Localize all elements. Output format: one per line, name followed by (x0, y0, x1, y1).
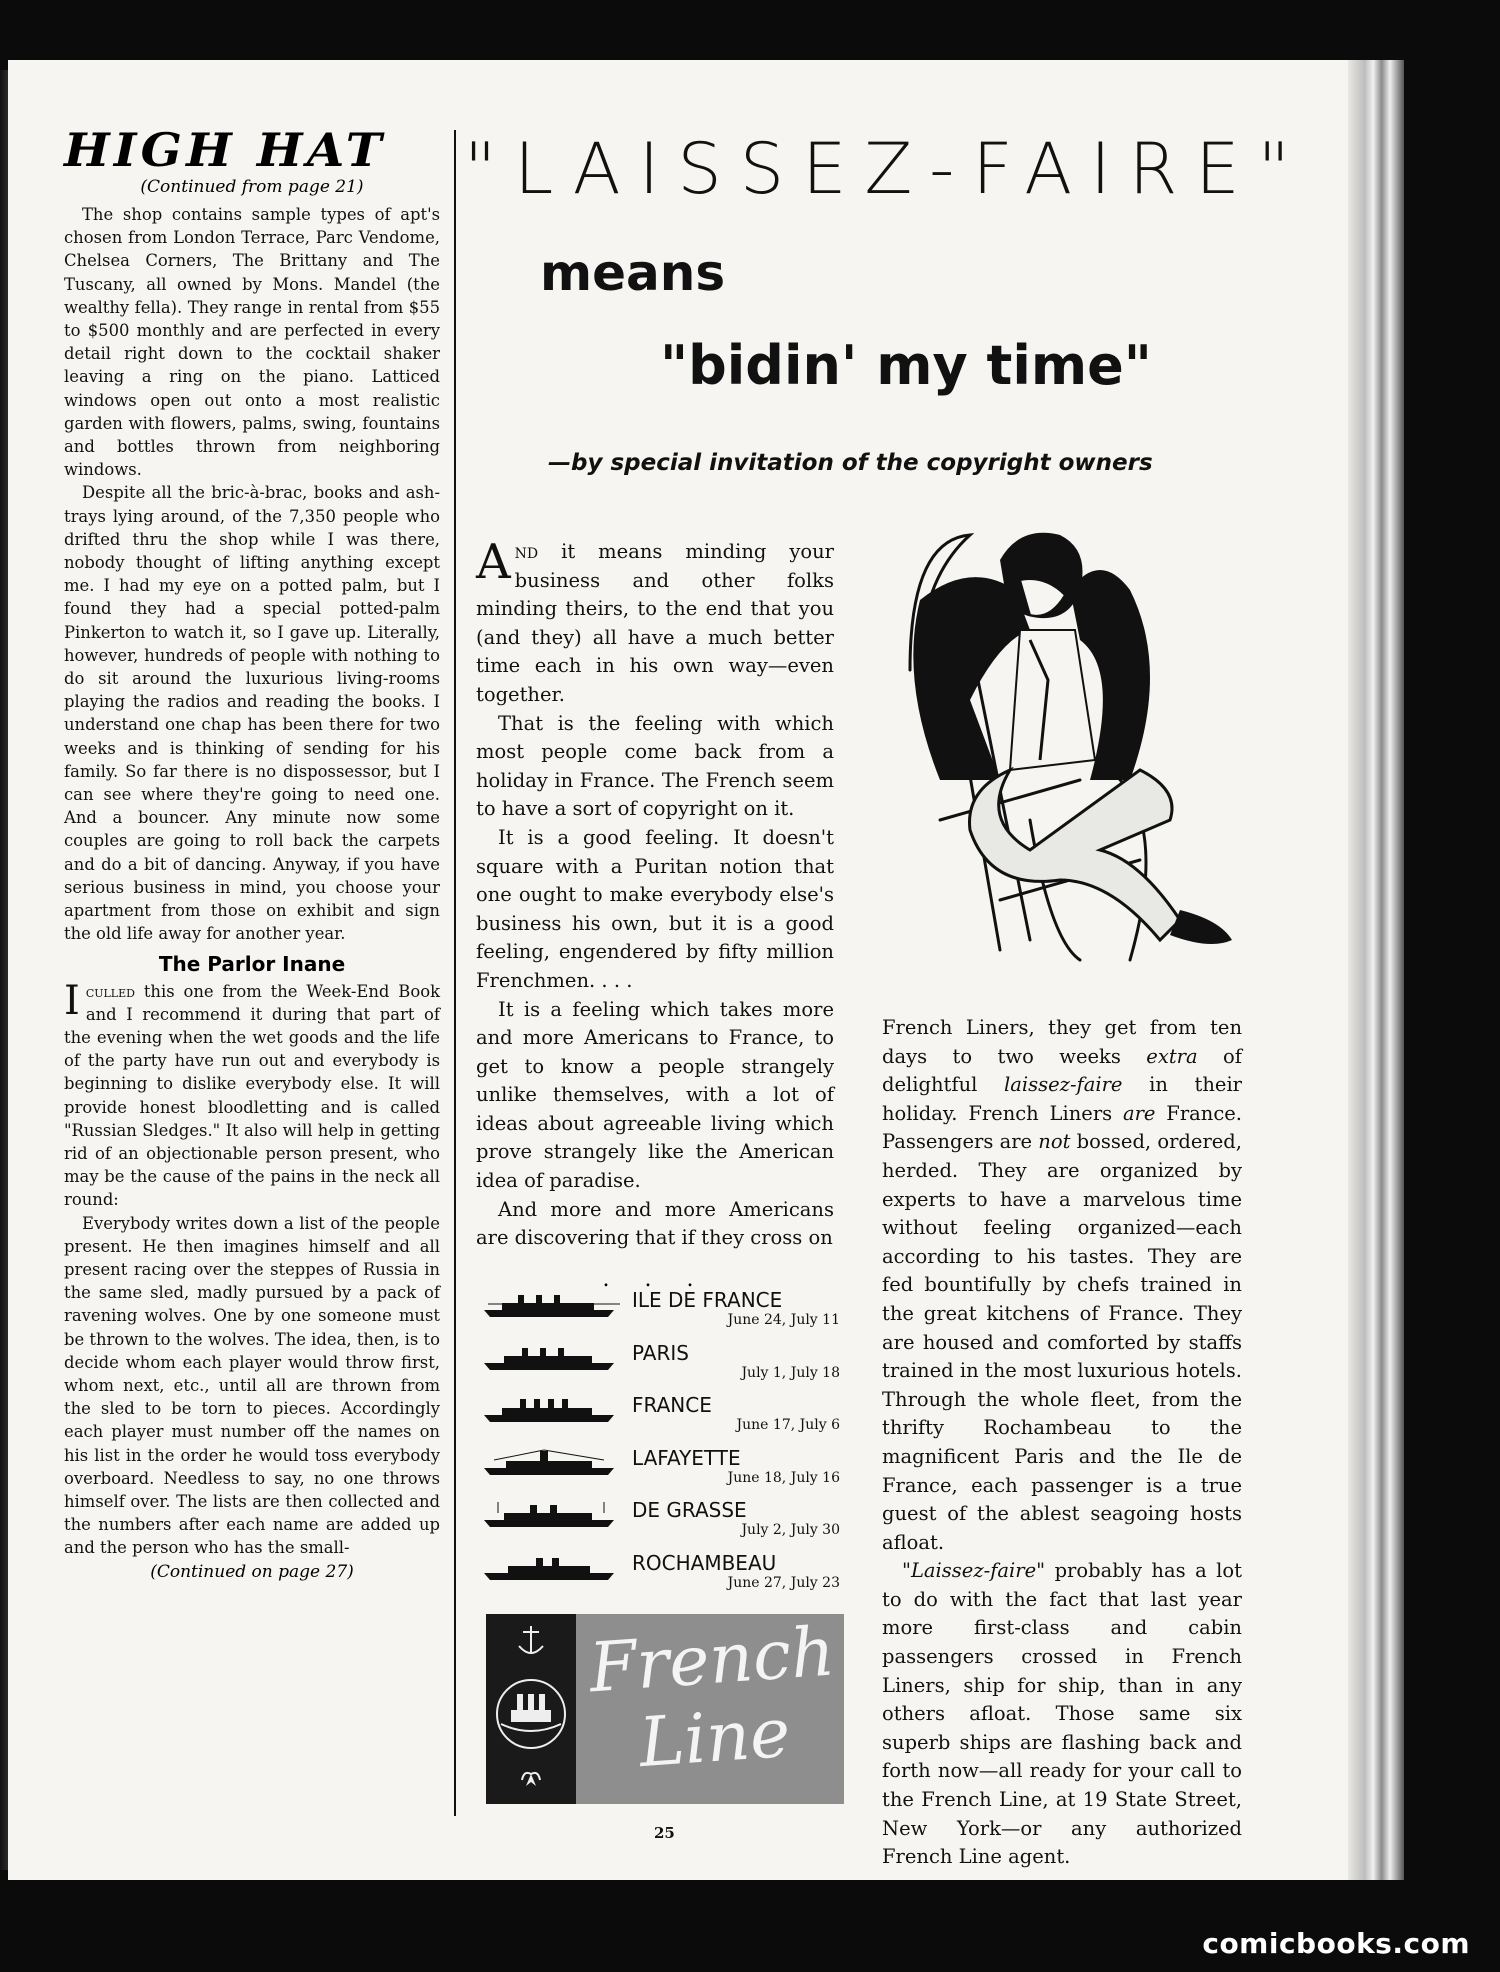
ship-entry (484, 1545, 844, 1598)
man-in-deck-chair-illustration (880, 520, 1240, 980)
ellipsis-divider: . . . (602, 1266, 708, 1292)
column-paragraph-2: Despite all the bric-à-brac, books and ash-trays lying around, of the 7,350 people who drifted thru the shop while I was there, nobody thought of lifting anything except me. I had my eye on a potted palm, but I found they had a special potted-palm Pinkerton to watch it, so I gave up. Literally, however, hundreds of people with nothing to do sit around the luxurious living-rooms playing the radios and reading the books. I understand one chap has been there for two weeks and is thinking of sending for his family. So far there is no dispossessor, but I can see where they're going to need one. And a bouncer. Any minute now some couples are going to roll back the carpets and do a bit of dancing. Anyway, if you have serious business in mind, you choose your apartment from those on exhibit and sign the old life away for another year. (64, 483, 440, 944)
ad-paragraph-3: It is a good feeling. It doesn't square with a Puritan notion that one ought to make everybody else's business his own, but it is a good feeling, engendered by fifty million Frenchmen. . . . (476, 825, 834, 992)
ad-right-paragraph-1 (882, 1014, 1242, 1557)
ship-entry (484, 1440, 844, 1493)
ad-body-column-right (882, 1014, 1242, 1872)
ad-right-text-b: of delightful (882, 1044, 1242, 1097)
ship-name: ROCHAMBEAU (632, 1550, 777, 1575)
ad-byline: —by special invitation of the copyright owners (548, 450, 1153, 476)
ship-dates: July 1, July 18 (741, 1364, 840, 1381)
ship-icon (484, 1343, 624, 1373)
emphasis-are: are (1122, 1101, 1156, 1125)
ad-subhead-means: means (540, 244, 726, 302)
ship-name: LAFAYETTE (632, 1445, 741, 1470)
emphasis-laissez-faire-quote: "Laissez-faire" (902, 1559, 1046, 1583)
ship-name: PARIS (632, 1340, 689, 1365)
ad-text-1: it means minding your business and other folks minding theirs, to the end that you (and they) all have a much better time each in his own way—even together. (476, 540, 834, 706)
ship-entry (484, 1387, 844, 1440)
ship-name: FRANCE (632, 1393, 712, 1417)
ship-dates: July 2, July 30 (741, 1522, 840, 1538)
logo-wordmark (587, 1614, 837, 1786)
ship-schedule (484, 1282, 844, 1597)
ad-subhead-bidin: "bidin' my time" (660, 334, 1152, 397)
emphasis-not: not (1038, 1130, 1071, 1154)
ad-paragraph-4: It is a feeling which takes more and more Americans to France, to get to know a people strangely unlike themselves, with a lot of ideas about agreeable living which prove strangely like the American idea of paradise. (476, 997, 834, 1193)
ad-right-text-a: French Liners, they get from ten days to two weeks (882, 1016, 1242, 1068)
ad-right-text-d: France. Passengers are (882, 1101, 1242, 1154)
ad-paragraph-5: And more and more Americans are discovering that if they cross on (476, 1197, 834, 1250)
ship-dates: June 27, July 23 (727, 1574, 840, 1591)
column-paragraph-1: The shop contains sample types of apt's chosen from London Terrace, Parc Vendome, Chelsea Corners, The Brittany and The Tuscany, all owned by Mons. Mandel (the wealthy fella). They range in rental from $55 to $500 monthly and are perfected in every detail right down to the cocktail shaker leaving a ring on the piano. Latticed windows open out onto a most realistic garden with flowers, palms, swing, fountains and bottles thrown from neighboring windows. (64, 205, 440, 480)
ship-entry (484, 1282, 844, 1335)
lead-in: nd (514, 540, 539, 563)
ship-icon (484, 1500, 624, 1530)
high-hat-column (64, 125, 440, 1582)
emphasis-extra: extra (1146, 1044, 1198, 1068)
anchor-ship-emblem-icon (486, 1614, 576, 1804)
ad-right-text-f: probably has a lot to do with the fact that last year more first-class and cabin passengers crossed in French Liners, ship for ship, than in any others afloat. Those same six superb ships are flashing back and forth now—all ready for your call to the French Line, at 19 State Street, New York—or any authorized French Line agent. (882, 1559, 1242, 1869)
column-divider (454, 130, 456, 1816)
ad-body-column (476, 534, 834, 1302)
continued-from: (Continued from page 21) (140, 177, 364, 197)
parlor-paragraph-1 (64, 977, 440, 1212)
column-title: HIGH HAT (64, 123, 386, 177)
ship-icon (484, 1395, 624, 1425)
page-edges-right (1348, 60, 1404, 1880)
ship-dates: June 24, July 11 (727, 1312, 840, 1328)
continued-on: (Continued on page 27) (150, 1561, 354, 1582)
watermark: comicbooks.com (1202, 1927, 1470, 1960)
logo-emblem-panel (486, 1614, 576, 1804)
ship-dates: June 18, July 16 (727, 1469, 840, 1486)
ship-entry (484, 1335, 844, 1388)
lead-in: culled (85, 981, 135, 1001)
ad-paragraph-2: That is the feeling with which most people come back from a holiday in France. The French seem to have a sort of copyright on it. (476, 711, 834, 821)
parlor-text-1: this one from the Week-End Book and I recommend it during that part of the evening when the wet goods and the life of the party have run out and everybody is beginning to dislike everybody else. It will provide honest bloodletting and is called "Russian Sledges." It also will help in getting rid of an objectionable person present, who may be the cause of the pains in the neck all round: (64, 981, 440, 1210)
logo-word-french: French (586, 1612, 838, 1709)
ad-right-text-c: in their holiday. French Liners (882, 1073, 1243, 1125)
ship-dates: June 17, July 6 (736, 1417, 840, 1433)
page-number: 25 (654, 1824, 675, 1842)
ship-name: DE GRASSE (632, 1498, 747, 1522)
ship-icon (484, 1448, 624, 1478)
emphasis-laissez-faire: laissez-faire (1004, 1073, 1123, 1097)
ad-paragraph-1 (476, 534, 834, 710)
ship-entry (484, 1492, 844, 1545)
ship-icon (484, 1553, 624, 1583)
drop-cap: I (64, 977, 80, 1024)
parlor-paragraph-2: Everybody writes down a list of the people present. He then imagines himself and all present racing over the steppes of Russia in the same sled, madly pursued by a pack of ravening wolves. One by one someone must be thrown to the wolves. The idea, then, is to decide whom each player would throw first, whom next, etc., until all are thrown from the sled to be torn to pieces. Accordingly each player must number off the names on his list in the order he would toss everybody overboard. Needless to say, no one throws himself over. The lists are then collected and the numbers after each name are added up and the person who has the small- (64, 1213, 440, 1558)
logo-word-line: Line (636, 1693, 793, 1784)
ship-icon (484, 1290, 624, 1320)
french-line-logo (486, 1614, 844, 1804)
ad-right-paragraph-2 (882, 1557, 1242, 1872)
ship-name: ILE DE FRANCE (632, 1288, 783, 1312)
ad-headline: "LAISSEZ-FAIRE" (464, 128, 1308, 210)
section-subhead: The Parlor Inane (158, 951, 346, 976)
drop-cap: A (476, 534, 511, 590)
ad-right-text-e: bossed, ordered, herded. They are organized by experts to have a marvelous time without feeling organized—each according to his tastes. They are fed bountifully by chefs trained in the great kitchens of France. They are housed and comforted by staffs trained in the most luxurious hotels. Through the whole fleet, from the thrifty Rochambeau to the magnificent Paris and the Ile de France, each passenger is a true guest of the ablest seagoing hosts afloat. (882, 1130, 1242, 1554)
